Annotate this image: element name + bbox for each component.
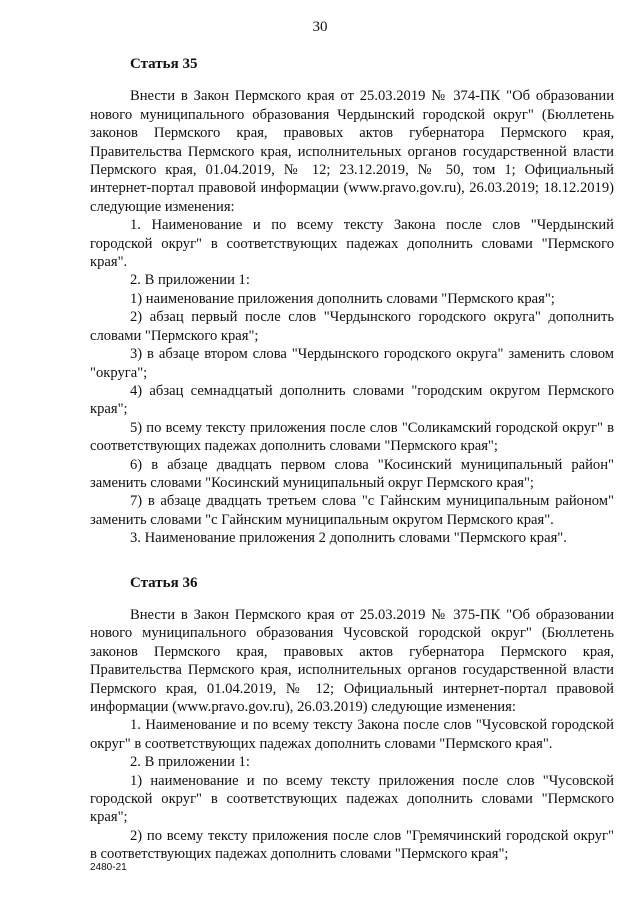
article-35-title: Статья 35 xyxy=(130,56,198,72)
article-36-title: Статья 36 xyxy=(130,574,198,591)
article-35-item: 1) наименование приложения дополнить словами "Пермского края"; xyxy=(130,290,555,307)
article-36-item: 2) по всему тексту приложения после слов "Гремячинский городской округ" в соответствующих падежах дополнить словами "Пермского края"; xyxy=(90,827,614,863)
article-35-intro: Внести в Закон Пермского края от 25.03.2019 № 374-ПК "Об образовании нового муниципального образования Чердынский городской округ" (Бюллетень законов Пермского края, правовых актов губернатора Пермского края, Правительства Пермского края, исполнительных органов государственной власти Пермского края, 01.04.2019, № 12; 23.12.2019, № 50, том 1; Официальный интернет-портал правовой информации (www.pravo.gov.ru), 26.03.2019; 18.12.2019) следующие изменения: xyxy=(90,88,614,215)
article-35-item: 3. Наименование приложения 2 дополнить словами "Пермского края". xyxy=(130,530,567,547)
article-36-intro: Внести в Закон Пермского края от 25.03.2019 № 375-ПК "Об образовании нового муниципального образования Чусовской городской округ" (Бюллетень законов Пермского края, правовых актов губернатора Пермского края, Правительства Пермского края, исполнительных органов государственной власти Пермского края, 01.04.2019, № 12; Официальный интернет-портал правовой информации (www.pravo.gov.ru), 26.03.2019) следующие изменения: xyxy=(90,606,614,715)
document-body xyxy=(90,55,614,864)
document-code: 2480-21 xyxy=(90,862,127,873)
article-35-item: 2. В приложении 1: xyxy=(130,272,250,289)
article-35-item: 2) абзац первый после слов "Чердынского городского округа" дополнить словами "Пермского края"; xyxy=(90,309,614,344)
article-35-item: 1. Наименование и по всему тексту Закона после слов "Чердынский городской округ" в соответствующих падежах дополнить словами "Пермского края". xyxy=(90,217,614,271)
article-35-item: 3) в абзаце втором слова "Чердынского городского округа" заменить словом "округа"; xyxy=(90,346,614,381)
article-36-item: 1. Наименование и по всему тексту Закона после слов "Чусовской городской округ" в соответствующих падежах дополнить словами "Пермского края". xyxy=(90,717,614,752)
section-spacer xyxy=(90,548,614,574)
article-36-item: 1) наименование и по всему тексту приложения после слов "Чусовской городской округ" в соответствующих падежах дополнить словами "Пермского края"; xyxy=(90,772,614,826)
article-35-item: 4) абзац семнадцатый дополнить словами "городским округом Пермского края"; xyxy=(90,382,614,418)
article-35-item: 7) в абзаце двадцать третьем слова "с Гайнским муниципальным районом" заменить словами "с Гайнским муниципальным округом Пермского края". xyxy=(90,493,614,528)
article-35-item: 6) в абзаце двадцать первом слова "Косинский муниципальный район" заменить словами "Косинский муниципальный округ Пермского края"; xyxy=(90,456,614,491)
article-35-item: 5) по всему тексту приложения после слов "Соликамский городской округ" в соответствующих падежах дополнить словами "Пермского края"; xyxy=(90,419,614,455)
article-36-item: 2. В приложении 1: xyxy=(130,754,250,771)
page-number: 30 xyxy=(312,19,328,35)
